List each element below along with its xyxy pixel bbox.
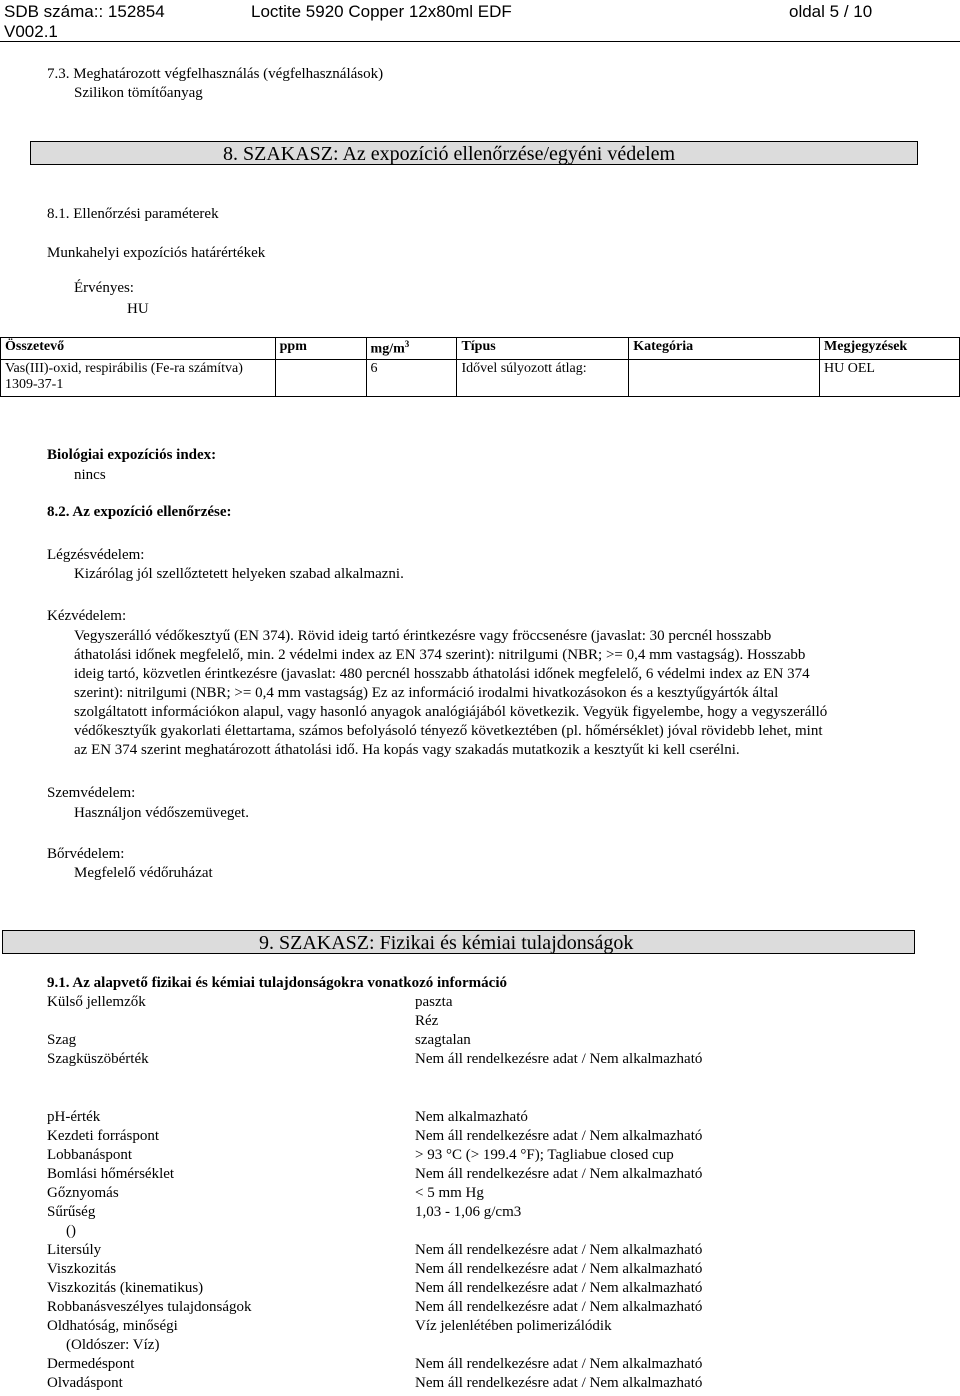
col-category: Kategória: [629, 338, 820, 360]
table-header-row: [1, 338, 960, 360]
section8-title: 8. SZAKASZ: Az expozíció ellenőrzése/egyéni védelem: [223, 143, 676, 165]
cell-mgm3: 6: [366, 359, 457, 396]
valid-label: Érvényes:: [74, 280, 134, 296]
skin-value: Megfelelő védőruházat: [74, 865, 213, 881]
product-name: Loctite 5920 Copper 12x80ml EDF: [251, 2, 512, 21]
cell-type: Idővel súlyozott átlag:: [457, 359, 629, 396]
prop-value: Nem áll rendelkezésre adat / Nem alkalmazható: [415, 1128, 703, 1144]
prop-value: szagtalan: [415, 1032, 471, 1048]
col-ppm: ppm: [275, 338, 366, 360]
prop-value: < 5 mm Hg: [415, 1185, 484, 1201]
prop-value: Víz jelenlétében polimerizálódik: [415, 1318, 612, 1334]
s82-title: 8.2. Az expozíció ellenőrzése:: [47, 504, 232, 520]
prop-label: Litersúly: [47, 1242, 102, 1258]
bio-value: nincs: [74, 467, 106, 483]
col-type: Típus: [457, 338, 629, 360]
cell-component: [1, 359, 276, 396]
prop-label: Viszkozitás: [47, 1261, 117, 1277]
prop-value: > 93 °C (> 199.4 °F); Tagliabue closed cup: [415, 1147, 674, 1163]
prop-label: Gőznyomás: [47, 1185, 119, 1201]
version: V002.1: [4, 22, 58, 41]
col-mgm3: [366, 338, 457, 360]
eye-label: Szemvédelem:: [47, 785, 136, 801]
prop-label: Szagküszöbérték: [47, 1051, 149, 1067]
section9-bar: [2, 930, 915, 954]
prop-label: Dermedéspont: [47, 1356, 135, 1372]
prop-value: 1,03 - 1,06 g/cm3: [415, 1204, 522, 1220]
prop-label: Robbanásveszélyes tulajdonságok: [47, 1299, 252, 1315]
prop-value: Nem áll rendelkezésre adat / Nem alkalmazható: [415, 1375, 703, 1391]
prop-label: (): [66, 1223, 76, 1239]
section9-title: 9. SZAKASZ: Fizikai és kémiai tulajdonságok: [259, 932, 634, 954]
cell-ppm: [275, 359, 366, 396]
hand-line: Vegyszerálló védőkesztyű (EN 374). Rövid ideig tartó érintkezésre vagy fröccsenésre (javaslat: 30 percnél hosszabb: [74, 628, 772, 644]
prop-label: Viszkozitás (kinematikus): [47, 1280, 204, 1296]
resp-value: Kizárólag jól szellőztetett helyeken szabad alkalmazni.: [74, 566, 404, 582]
prop-value: Nem áll rendelkezésre adat / Nem alkalmazható: [415, 1051, 703, 1067]
eye-value: Használjon védőszemüveget.: [74, 805, 249, 821]
prop-label: Sűrűség: [47, 1204, 96, 1220]
prop-value: Nem áll rendelkezésre adat / Nem alkalmazható: [415, 1261, 703, 1277]
prop-label: Bomlási hőmérséklet: [47, 1166, 175, 1182]
hand-line: szolgáltatott információkon alapul, vagy hasonló anyagok analógiájából következik. Vegyük figyelembe, hogy a vegyszerálló: [74, 704, 828, 720]
prop-value: Nem áll rendelkezésre adat / Nem alkalmazható: [415, 1299, 703, 1315]
hand-line: védőkesztyűk gyakorlati élettartama, számos befolyásoló tényező következtében (pl. hőmérséklet) jóval rövidebb lehet, mint: [74, 723, 823, 739]
skin-label: Bőrvédelem:: [47, 846, 125, 862]
prop-value: Nem áll rendelkezésre adat / Nem alkalmazható: [415, 1356, 703, 1372]
col-mgm3-label: mg/m: [370, 341, 405, 357]
page-number: oldal 5 / 10: [789, 2, 873, 21]
prop-label: Olvadáspont: [47, 1375, 123, 1391]
hand-label: Kézvédelem:: [47, 608, 127, 624]
prop-label: Szag: [47, 1032, 77, 1048]
prop-label: (Oldószer: Víz): [66, 1337, 160, 1353]
prop-value: Nem alkalmazható: [415, 1109, 528, 1125]
prop-label: Kezdeti forráspont: [47, 1128, 160, 1144]
hand-line: az EN 374 szerint meghatározott áthatolási idő. Ha kopás vagy szakadás mutatkozik a kesztyűt ki kell cserélni.: [74, 742, 740, 758]
prop-label: Lobbanáspont: [47, 1147, 132, 1163]
section8-bar: [30, 141, 918, 165]
hand-paragraph: [74, 627, 924, 760]
bio-label: Biológiai expozíciós index:: [47, 447, 217, 463]
prop-label: Oldhatóság, minőségi: [47, 1318, 178, 1334]
s81-title: 8.1. Ellenőrzési paraméterek: [47, 206, 219, 222]
col-notes: Megjegyzések: [820, 338, 960, 360]
prop-label: Külső jellemzők: [47, 994, 146, 1010]
cell-notes: HU OEL: [820, 359, 960, 396]
s73-value: Szilikon tömítőanyag: [74, 85, 203, 101]
prop-value: Nem áll rendelkezésre adat / Nem alkalmazható: [415, 1280, 703, 1296]
prop-value: Nem áll rendelkezésre adat / Nem alkalmazható: [415, 1166, 703, 1182]
prop-value: paszta: [415, 994, 453, 1010]
component-cas: 1309-37-1: [5, 376, 64, 392]
valid-value: HU: [127, 301, 149, 317]
table-row: [1, 359, 960, 396]
hand-line: ideig tartó, közvetlen érintkezésre (javaslat: 480 percnél hosszabb áthatolási időnek megfelelő, 6 védelmi index az EN 374: [74, 666, 810, 682]
hand-line: szerint): nitrilgumi (NBR; >= 0,4 mm vastagság) Ez az információ irodalmi hivatkozásokon és a kesztyűgyártók által: [74, 685, 779, 701]
s73-title: 7.3. Meghatározott végfelhasználás (végfelhasználások): [47, 66, 384, 82]
component-name: Vas(III)-oxid, respirábilis (Fe-ra számítva): [5, 360, 243, 376]
prop-label: pH-érték: [47, 1109, 101, 1125]
s91-title: 9.1. Az alapvető fizikai és kémiai tulajdonságokra vonatkozó információ: [47, 975, 507, 991]
prop-value: Nem áll rendelkezésre adat / Nem alkalmazható: [415, 1242, 703, 1258]
header-divider: [0, 41, 960, 42]
sdb-number: SDB száma:: 152854: [4, 2, 165, 21]
prop-value: Réz: [415, 1013, 439, 1029]
resp-label: Légzésvédelem:: [47, 547, 145, 563]
col-mgm3-sup: 3: [404, 339, 410, 349]
exposure-limits-table: [0, 337, 960, 397]
cell-category: [629, 359, 820, 396]
hand-line: áthatolási időnek megfelelő, min. 2 védelmi index az EN 374 szerint): nitrilgumi (NBR; >= 0,4 mm vastagság). Hosszabb: [74, 647, 806, 663]
col-component: Összetevő: [1, 338, 276, 360]
limits-heading: Munkahelyi expozíciós határértékek: [47, 245, 266, 261]
